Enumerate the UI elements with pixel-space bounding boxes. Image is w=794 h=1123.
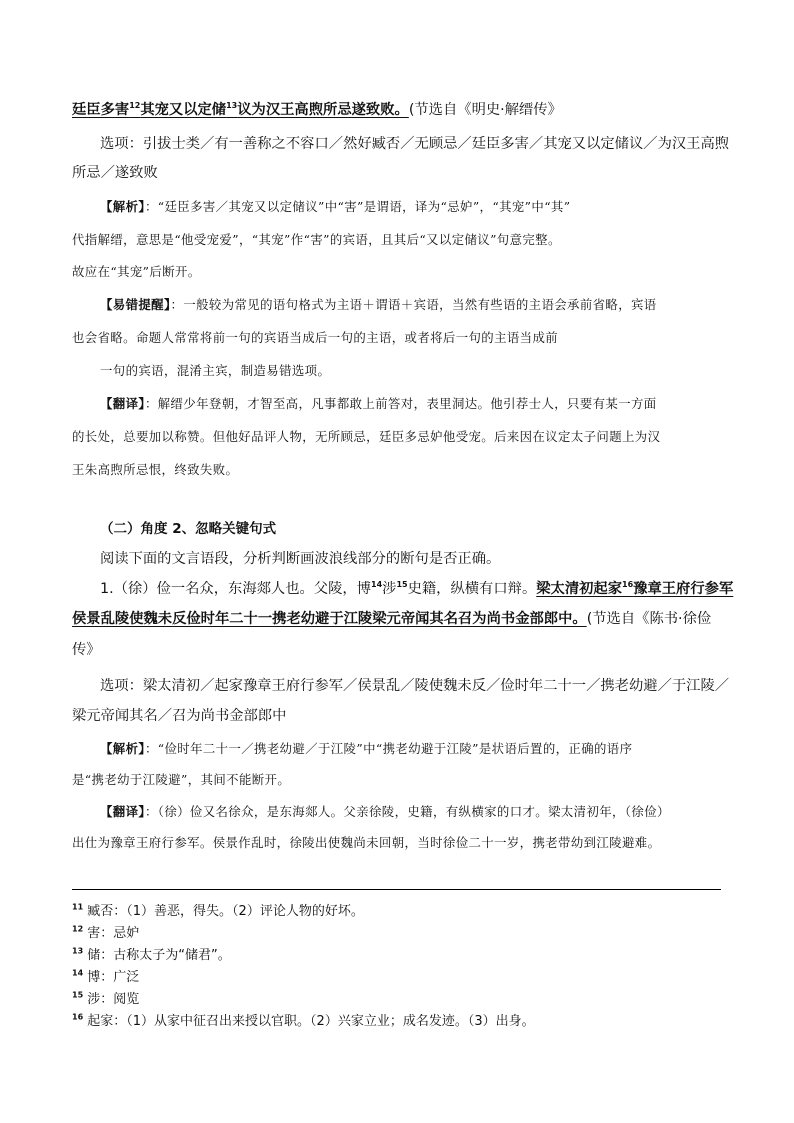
options-label: 选项： (100, 678, 143, 694)
footnote-divider (72, 889, 721, 890)
item-number: 1. (100, 581, 114, 597)
underlined-passage: 廷臣多害$^{12}$其宠又以定储$^{13}$议为汉王高煦所忌遂致败。 (72, 101, 409, 118)
analysis-line: 代指解缙，意思是“他受宠爱”，“其宠”作“害”的宾语，且其后“又以定储议”句意完整。 (72, 232, 561, 247)
translation-line: 【翻译】：解缙少年登朝，才智至高，凡事都敢上前答对，表里洞达。他引荐士人，只要有某一方面 (100, 396, 657, 411)
analysis-line: 是“携老幼于江陵避”，其间不能断开。 (72, 772, 291, 787)
section-heading: （二）角度 2、忽略关键句式 (100, 521, 277, 537)
mistake-line: 【易错提醒】：一般较为常见的语句格式为主语＋谓语＋宾语，当然有些语的主语会承前省略，宾语 (100, 297, 657, 312)
passage-line: 1.（徐）俭一名众，东海郯人也。父陵，博$^{14}$涉$^{15}$史籍，纵横有口辩。梁太清初起家$^{16}$豫章王府行参军 (100, 580, 734, 597)
analysis-tag: 【解析】 (100, 741, 145, 756)
footnote-ref: 12 (129, 101, 141, 111)
instruction-text: 阅读下面的文言语段，分析判断画波浪线部分的断句是否正确。 (100, 551, 501, 567)
passage-line (72, 609, 711, 629)
mistake-line: 一句的宾语，混淆主宾，制造易错选项。 (100, 363, 331, 378)
options-text: 梁太清初／起家豫章王府行参军／侯景乱／陵使魏未反／俭时年二十一／携老幼避／于江陵／ (142, 678, 730, 694)
footnote-ref: 15 (396, 580, 408, 590)
footnote-item: $^{13}$ 储：古称太子为“储君”。 (72, 946, 231, 963)
translation-line: 的长处，总要加以称赞。但他好品评人物，无所顾忌，廷臣多忌妒他受宠。后来因在议定太子问题上为汉 (72, 429, 661, 444)
options-line-cont: 梁元帝闻其名／召为尚书金部郎中 (72, 708, 287, 724)
options-line-cont: 所忌／遂致败 (72, 165, 158, 181)
analysis-line: 故应在“其宠”后断开。 (72, 264, 201, 279)
source-citation: (节选自《明史·解缙传》 (408, 102, 562, 118)
footnote-ref: 14 (371, 580, 383, 590)
footnote-item: $^{16}$ 起家：（1）从家中征召出来授以官职。（2）兴家立业；成名发迹。（3）出身。 (72, 1012, 535, 1029)
underlined-passage: 梁太清初起家$^{16}$豫章王府行参军 (536, 580, 734, 597)
footnote-item: $^{15}$ 涉：阅览 (72, 990, 140, 1007)
passage-line: 传》 (72, 642, 101, 658)
translation-line: 【翻译】：（徐）俭又名徐众，是东海郯人。父亲徐陵，史籍，有纵横家的口才。梁太清初年，（徐俭） (100, 804, 670, 819)
analysis-tag: 【解析】 (100, 199, 145, 214)
options-text: 引拔士类／有一善称之不容口／然好臧否／无顾忌／廷臣多害／其宠又以定储议／为汉王高煦 (142, 136, 730, 152)
footnote-ref: 13 (226, 101, 238, 111)
mistake-line: 也会省略。命题人常常将前一句的宾语当成后一句的主语，或者将后一句的主语当成前 (72, 330, 559, 345)
translation-tag: 【翻译】 (100, 396, 145, 411)
options-line (100, 134, 729, 154)
source-citation: (节选自《陈书·徐俭 (586, 611, 712, 627)
footnote-item: $^{12}$ 害：忌妒 (72, 924, 140, 941)
analysis-line: 【解析】：“廷臣多害／其宠又以定储议”中“害”是谓语，译为“忌妒”，“其宠”中“其” (100, 199, 571, 214)
translation-tag: 【翻译】 (100, 804, 145, 819)
translation-line: 出仕为豫章王府行参军。侯景作乱时，徐陵出使魏尚未回朝，当时徐俭二十一岁，携老带幼到江陵避难。 (72, 835, 661, 850)
passage-line (72, 100, 562, 120)
footnote-ref: 16 (622, 580, 634, 590)
footnote-item: $^{11}$ 臧否：（1）善恶，得失。（2）评论人物的好坏。 (72, 902, 364, 919)
options-label: 选项： (100, 136, 143, 152)
footnote-item: $^{14}$ 博：广泛 (72, 968, 140, 985)
mistake-tag: 【易错提醒】 (100, 297, 171, 312)
underlined-passage: 侯景乱陵使魏未反俭时年二十一携老幼避于江陵梁元帝闻其名召为尚书金部郎中。 (72, 611, 587, 627)
options-line (100, 676, 729, 696)
translation-line: 王朱高煦所忌恨，终致失败。 (72, 462, 239, 477)
analysis-line: 【解析】：“俭时年二十一／携老幼避／于江陵”中“携老幼避于江陵”是状语后置的，正确的语序 (100, 741, 633, 756)
